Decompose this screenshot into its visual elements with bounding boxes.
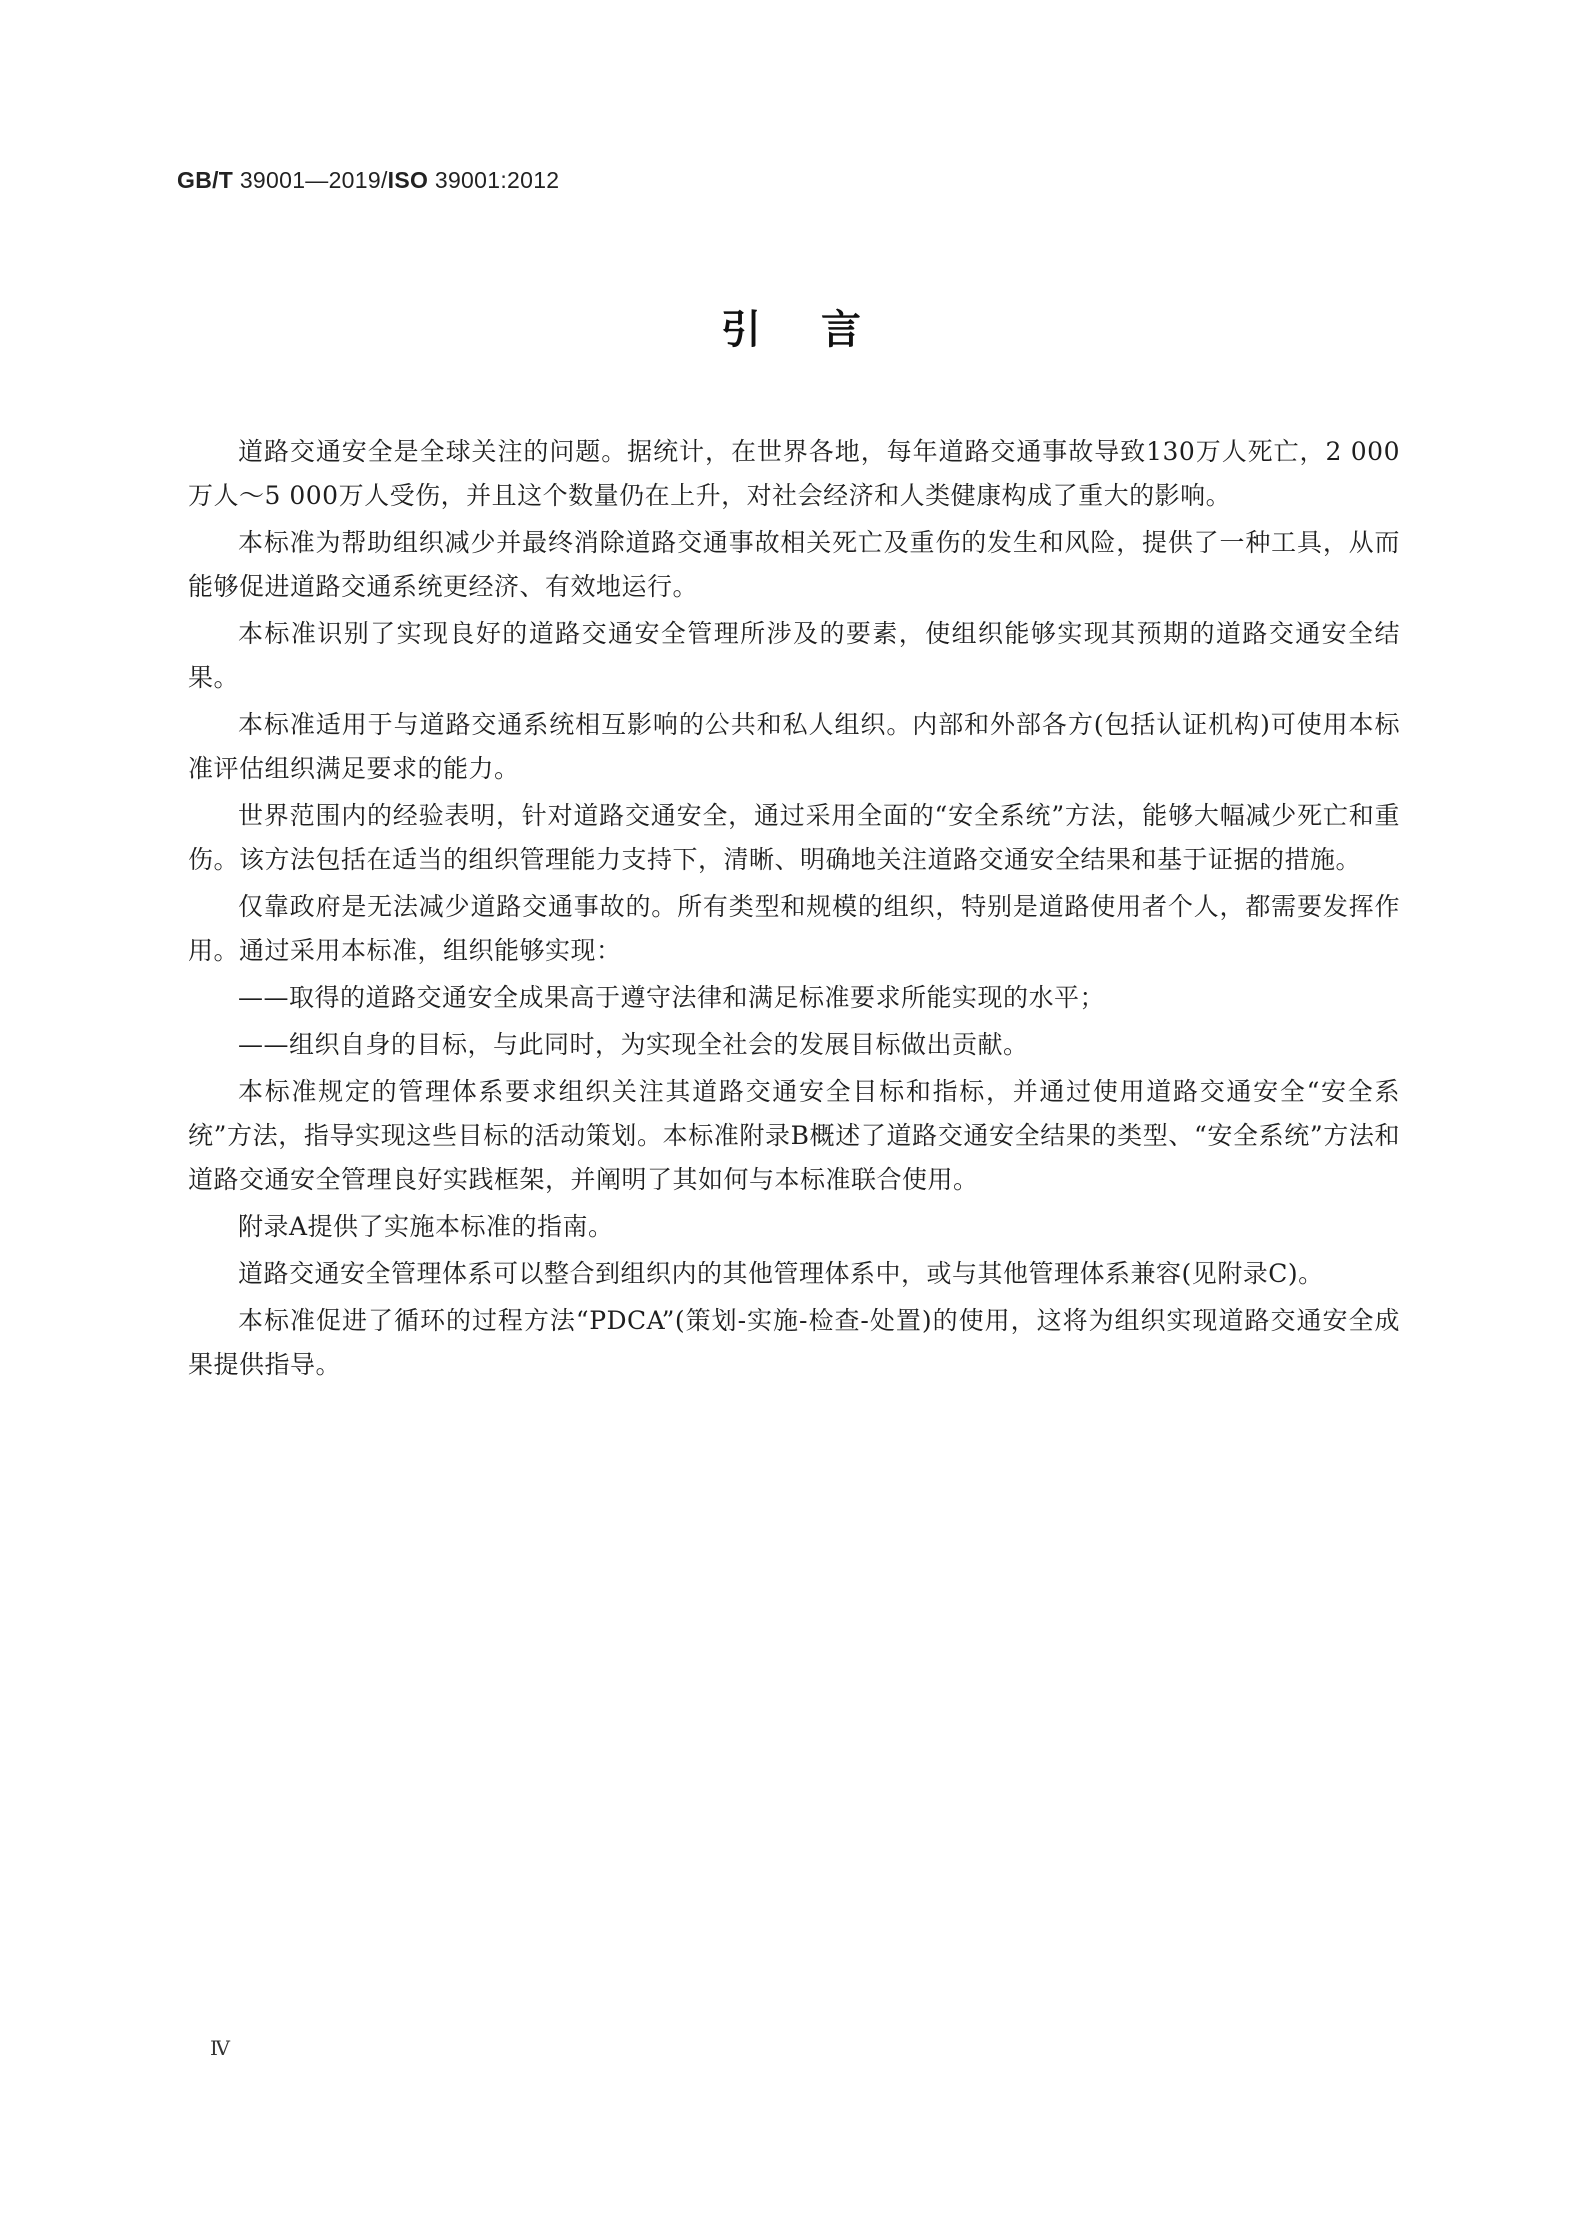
paragraph: 本标准规定的管理体系要求组织关注其道路交通安全目标和指标，并通过使用道路交通安全“安全系统”方法，指导实现这些目标的活动策划。本标准附录B概述了道路交通安全结果的类型、“安全系统”方法和道路交通安全管理良好实践框架，并阐明了其如何与本标准联合使用。 <box>188 1077 1400 1194</box>
paragraph: 道路交通安全管理体系可以整合到组织内的其他管理体系中，或与其他管理体系兼容(见附录C)。 <box>238 1259 1324 1288</box>
paragraph: 本标准为帮助组织减少并最终消除道路交通事故相关死亡及重伤的发生和风险，提供了一种工具，从而能够促进道路交通系统更经济、有效地运行。 <box>188 528 1400 601</box>
page-title: 引言 <box>721 307 921 353</box>
paragraph: 仅靠政府是无法减少道路交通事故的。所有类型和规模的组织，特别是道路使用者个人，都需要发挥作用。通过采用本标准，组织能够实现： <box>188 892 1400 965</box>
paragraph: 本标准促进了循环的过程方法“PDCA”(策划-实施-检查-处置)的使用，这将为组织实现道路交通安全成果提供指导。 <box>188 1306 1400 1379</box>
paragraph: 道路交通安全是全球关注的问题。据统计，在世界各地，每年道路交通事故导致130万人死亡，2 000万人～5 000万人受伤，并且这个数量仍在上升，对社会经济和人类健康构成了重大的影响。 <box>188 437 1400 510</box>
page-number: Ⅳ <box>210 2036 230 2060</box>
document-header <box>177 167 559 194</box>
iso-prefix: ISO <box>387 167 429 193</box>
paragraph: 本标准识别了实现良好的道路交通安全管理所涉及的要素，使组织能够实现其预期的道路交通安全结果。 <box>188 619 1400 692</box>
body-text <box>188 430 1400 1390</box>
paragraph: 本标准适用于与道路交通系统相互影响的公共和私人组织。内部和外部各方(包括认证机构)可使用本标准评估组织满足要求的能力。 <box>188 710 1400 783</box>
paragraph: 世界范围内的经验表明，针对道路交通安全，通过采用全面的“安全系统”方法，能够大幅减少死亡和重伤。该方法包括在适当的组织管理能力支持下，清晰、明确地关注道路交通安全结果和基于证据的措施。 <box>188 801 1400 874</box>
iso-code: 39001:2012 <box>428 167 560 193</box>
list-item: ——组织自身的目标，与此同时，为实现全社会的发展目标做出贡献。 <box>238 1030 1029 1059</box>
list-item: ——取得的道路交通安全成果高于遵守法律和满足标准要求所能实现的水平； <box>238 983 1106 1012</box>
paragraph: 附录A提供了实施本标准的指南。 <box>238 1212 614 1241</box>
standard-prefix: GB/T <box>177 167 234 193</box>
standard-code: 39001—2019/ <box>233 167 388 193</box>
